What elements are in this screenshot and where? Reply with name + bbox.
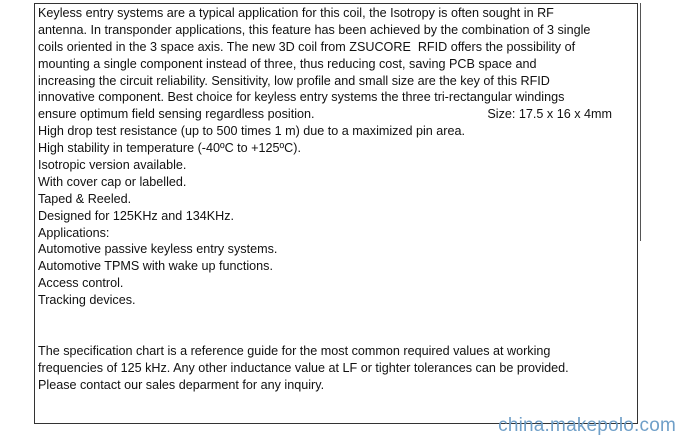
feature-item: With cover cap or labelled. (38, 174, 187, 189)
product-description (38, 5, 634, 394)
watermark: china.makepolo.com (498, 415, 676, 436)
size-spec: Size: 17.5 x 16 x 4mm (487, 107, 612, 122)
intro-line: Keyless entry systems are a typical application for this coil, the Isotropy is often sought in RF (38, 6, 554, 20)
feature-item: Designed for 125KHz and 134KHz. (38, 208, 235, 223)
size-line (38, 106, 634, 123)
intro-line: coils oriented in the 3 space axis. The new 3D coil from ZSUCORE RFID offers the possibility of (38, 39, 576, 54)
feature-item: Isotropic version available. (38, 158, 187, 173)
intro-line: increasing the circuit reliability. Sensitivity, low profile and small size are the key of this RFID (38, 73, 550, 88)
applications-heading: Applications: (38, 225, 110, 240)
intro-line: mounting a single component instead of three, thus reducing cost, saving PCB space and (38, 56, 537, 71)
application-item: Automotive TPMS with wake up functions. (38, 259, 273, 274)
closing-line: frequencies of 125 kHz. Any other inductance value at LF or tighter tolerances can be provided. (38, 360, 569, 375)
application-item: Tracking devices. (38, 293, 136, 308)
closing-line: Please contact our sales deparment for any inquiry. (38, 377, 325, 392)
paragraph-spacer (38, 309, 634, 343)
application-item: Access control. (38, 276, 124, 291)
feature-item: High stability in temperature (-40ºC to +125ºC). (38, 141, 301, 156)
application-item: Automotive passive keyless entry systems. (38, 242, 278, 257)
intro-line: innovative component. Best choice for keyless entry systems the three tri-rectangular windings (38, 90, 565, 105)
intro-line: antenna. In transponder applications, this feature has been achieved by the combination of 3 single (38, 22, 591, 37)
feature-item: High drop test resistance (up to 500 times 1 m) due to a maximized pin area. (38, 124, 465, 139)
closing-line: The specification chart is a reference guide for the most common required values at working (38, 343, 551, 358)
divider-line (640, 3, 641, 241)
feature-item: Taped & Reeled. (38, 191, 132, 206)
size-line-text: ensure optimum field sensing regardless position. (38, 107, 315, 122)
